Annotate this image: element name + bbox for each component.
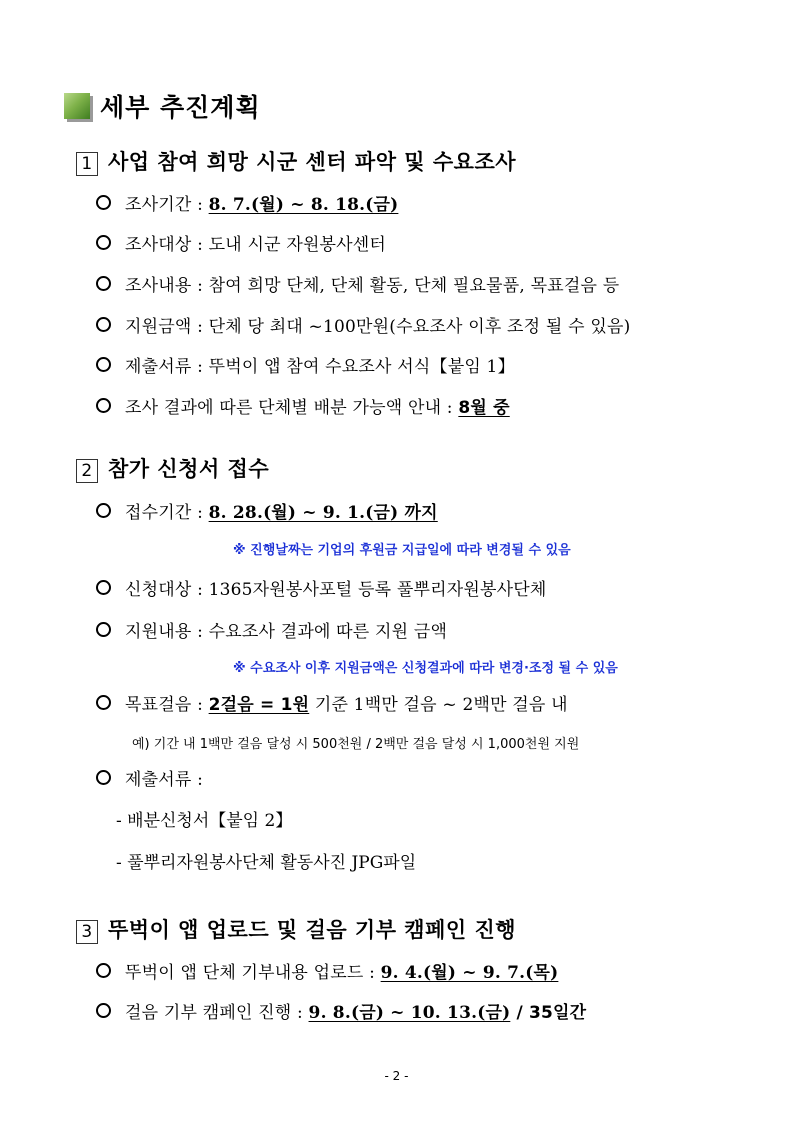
circle-bullet-icon	[96, 1003, 111, 1018]
circle-bullet-icon	[96, 622, 111, 637]
note-text: ※ 진행날짜는 기업의 후원금 지급일에 따라 변경될 수 있음	[233, 543, 571, 558]
circle-bullet-icon	[96, 503, 111, 518]
section-2-title: 참가 신청서 접수	[108, 457, 270, 481]
section-2-heading	[76, 453, 269, 483]
section-1-heading	[76, 146, 516, 176]
section-number-box: 1	[76, 152, 98, 176]
list-item: 걸음 기부 캠페인 진행 : 9. 8.(금) ~ 10. 13.(금) / 35일간	[96, 998, 586, 1023]
list-item: 지원금액 : 단체 당 최대 ~100만원(수요조사 이후 조정 될 수 있음)	[96, 312, 630, 337]
circle-bullet-icon	[96, 963, 111, 978]
list-item: 조사대상 : 도내 시군 자원봉사센터	[96, 230, 386, 255]
section-1-title: 사업 참여 희망 시군 센터 파악 및 수요조사	[108, 150, 517, 174]
example-text: 예) 기간 내 1백만 걸음 달성 시 500천원 / 2백만 걸음 달성 시 1,000천원 지원	[132, 737, 580, 752]
circle-bullet-icon	[96, 398, 111, 413]
circle-bullet-icon	[96, 770, 111, 785]
circle-bullet-icon	[96, 695, 111, 710]
list-item: 뚜벅이 앱 단체 기부내용 업로드 : 9. 4.(월) ~ 9. 7.(목)	[96, 958, 558, 983]
list-item: 조사기간 : 8. 7.(월) ~ 8. 18.(금)	[96, 190, 398, 215]
list-item: 목표걸음 : 2걸음 = 1원 기준 1백만 걸음 ~ 2백만 걸음 내	[96, 690, 568, 715]
section-number-box: 2	[76, 459, 98, 483]
list-item: 지원내용 : 수요조사 결과에 따른 지원 금액	[96, 617, 447, 642]
section-3-title: 뚜벅이 앱 업로드 및 걸음 기부 캠페인 진행	[108, 918, 517, 942]
title-square-icon	[64, 93, 90, 119]
circle-bullet-icon	[96, 580, 111, 595]
list-item: 조사 결과에 따른 단체별 배분 가능액 안내 : 8월 중	[96, 393, 510, 418]
sub-list-item: - 풀뿌리자원봉사단체 활동사진 JPG파일	[116, 853, 417, 873]
circle-bullet-icon	[96, 317, 111, 332]
circle-bullet-icon	[96, 195, 111, 210]
section-number-box: 3	[76, 920, 98, 944]
list-item: 제출서류 : 뚜벅이 앱 참여 수요조사 서식【붙임 1】	[96, 352, 515, 377]
list-item: 접수기간 : 8. 28.(월) ~ 9. 1.(금) 까지	[96, 498, 438, 523]
note-text: ※ 수요조사 이후 지원금액은 신청결과에 따라 변경·조정 될 수 있음	[233, 661, 618, 676]
page-title: 세부 추진계획	[64, 88, 261, 124]
circle-bullet-icon	[96, 235, 111, 250]
list-item: 조사내용 : 참여 희망 단체, 단체 활동, 단체 필요물품, 목표걸음 등	[96, 271, 619, 296]
sub-list-item: - 배분신청서【붙임 2】	[116, 811, 293, 831]
list-item: 제출서류 :	[96, 765, 203, 790]
circle-bullet-icon	[96, 357, 111, 372]
section-3-heading	[76, 914, 516, 944]
circle-bullet-icon	[96, 276, 111, 291]
list-item: 신청대상 : 1365자원봉사포털 등록 풀뿌리자원봉사단체	[96, 575, 546, 600]
page-number: - 2 -	[384, 1069, 409, 1083]
